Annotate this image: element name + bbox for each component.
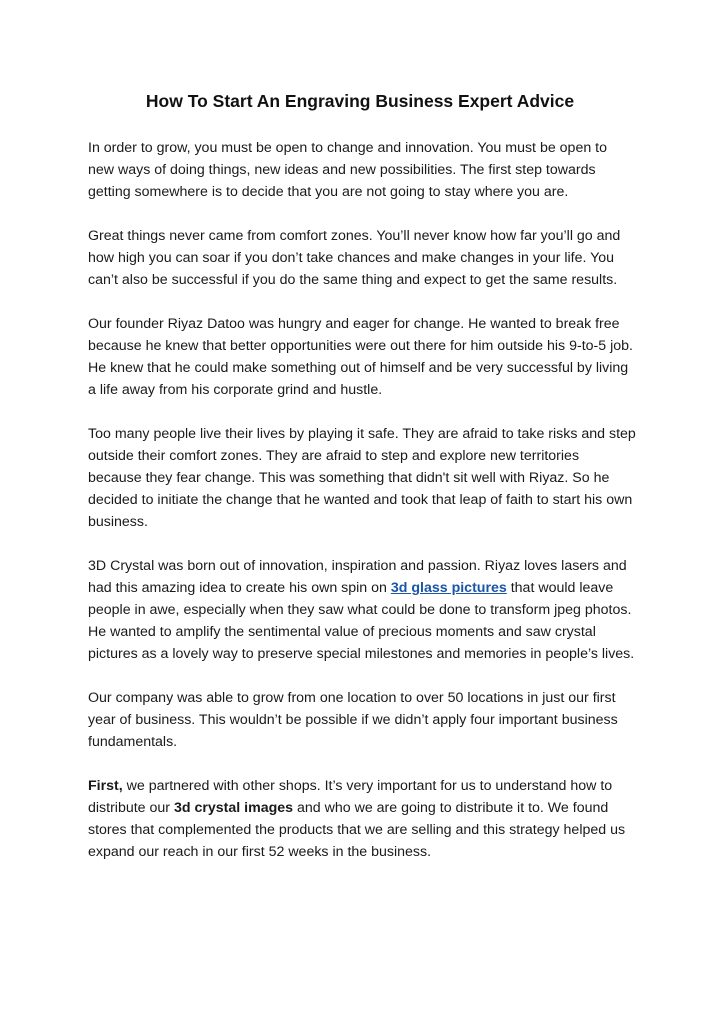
3d-glass-pictures-link[interactable]: 3d glass pictures [390,580,507,596]
paragraph-text: we partnered with other shops. It’s very important for us to understand how to distribute our [88,778,613,816]
paragraph-playing-safe: Too many people live their lives by playing it safe. They are afraid to take risks and step outside their comfort zones. They are afraid to step and explore new territories because they fear change. This was something that didn't sit well with Riyaz. So he decided to initiate the change that he wanted and took that leap of faith to start his own business. [88,426,636,530]
paragraph-first-fundamental [88,775,636,863]
paragraph-text: that would leave people in awe, especially when they saw what could be done to transform jpeg photos. He wanted to amplify the sentimental value of precious moments and saw crystal pictures as a lovely way to preserve special milestones and memories in people’s lives. [88,580,635,662]
bold-phrase: 3d crystal images [173,800,294,816]
paragraph-intro: In order to grow, you must be open to change and innovation. You must be open to new ways of doing things, new ideas and new possibilities. The first step towards getting somewhere is to decide that you are not going to stay where you are. [88,140,607,200]
paragraph-growth: Our company was able to grow from one location to over 50 locations in just our first year of business. This wouldn’t be possible if we didn’t apply four important business fundamentals. [88,690,618,750]
document-title: How To Start An Engraving Business Expert Advice [145,91,575,111]
document-body [88,137,636,885]
paragraph-founder: Our founder Riyaz Datoo was hungry and eager for change. He wanted to break free because he knew that better opportunities were out there for him outside his 9-to-5 job. He knew that he could make something out of himself and be very successful by living a life away from his corporate grind and hustle. [88,316,633,398]
paragraph-comfort-zones: Great things never came from comfort zones. You’ll never know how far you’ll go and how high you can soar if you don’t take chances and make changes in your life. You can’t also be successful if you do the same thing and expect to get the same results. [88,228,621,288]
paragraph-3d-crystal [88,555,636,665]
bold-lead: First, [88,778,123,794]
paragraph-text: 3D Crystal was born out of innovation, inspiration and passion. Riyaz loves lasers and had this amazing idea to create his own spin on [88,558,627,596]
paragraph-text: and who we are going to distribute it to. We found stores that complemented the products that we are selling and this strategy helped us expand our reach in our first 52 weeks in the business. [88,800,626,860]
